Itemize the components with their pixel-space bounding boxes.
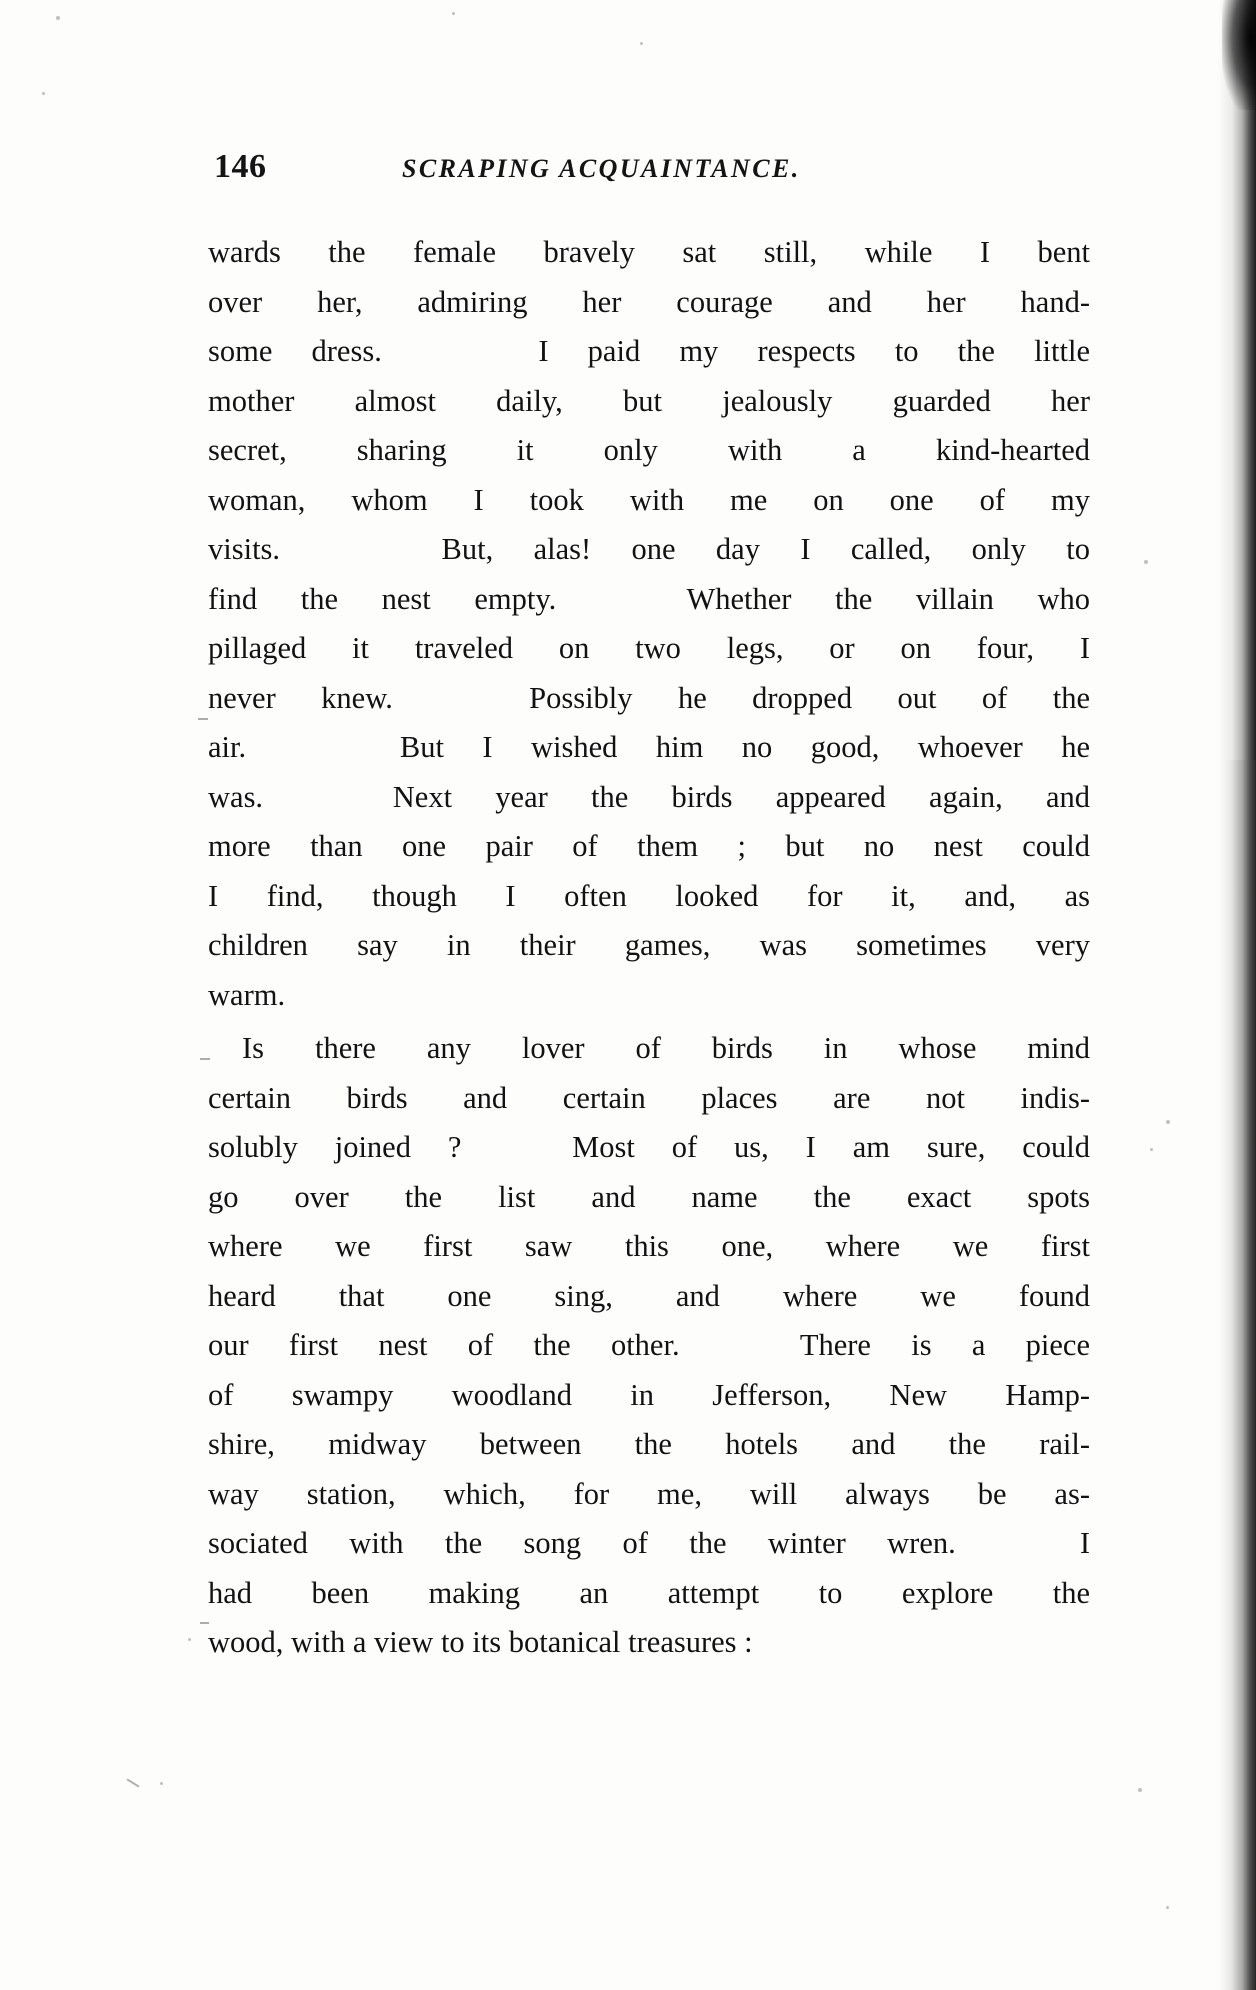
- text-line: sociated with the song of the winter wren. I: [208, 1526, 1090, 1560]
- scan-artifact-blob: [1222, 0, 1256, 110]
- scan-speckle: [640, 42, 643, 45]
- text-line: heard that one sing, and where we found: [208, 1278, 1090, 1313]
- paragraph-2: [208, 1024, 1090, 1668]
- scan-speckle: [1144, 560, 1148, 564]
- text-line: never knew. Possibly he dropped out of the: [208, 680, 1090, 715]
- margin-pencil-mark: [198, 718, 208, 720]
- text-line: mother almost daily, but jealously guarded her: [208, 383, 1090, 418]
- text-line: our first nest of the other. There is a piece: [208, 1328, 1090, 1362]
- scan-speckle: [1166, 1906, 1169, 1909]
- text-line: find the nest empty. Whether the villain who: [208, 581, 1090, 616]
- paragraph-1: [208, 228, 1090, 1020]
- text-line: had been making an attempt to explore the: [208, 1575, 1090, 1610]
- text-line: was. Next year the birds appeared again, and: [208, 779, 1090, 814]
- scan-speckle: [452, 12, 455, 15]
- text-line: pillaged it traveled on two legs, or on four, I: [208, 631, 1090, 665]
- text-line: I find, though I often looked for it, and, as: [208, 878, 1090, 913]
- text-line: Is there any lover of birds in whose mind: [242, 1031, 1090, 1065]
- scan-speckle: [42, 92, 45, 95]
- text-line: wood, with a view to its botanical treasures :: [208, 1625, 753, 1659]
- text-line: way station, which, for me, will always be as-: [208, 1476, 1090, 1511]
- page-number: 146: [214, 148, 267, 185]
- body-text-column: [208, 228, 1090, 1668]
- scan-speckle: [1150, 1148, 1153, 1151]
- text-line: certain birds and certain places are not indis-: [208, 1080, 1090, 1115]
- text-line: some dress. I paid my respects to the little: [208, 334, 1090, 368]
- text-line: air. But I wished him no good, whoever he: [208, 730, 1090, 764]
- scan-speckle: [1166, 1120, 1170, 1124]
- text-line: where we first saw this one, where we first: [208, 1229, 1090, 1263]
- text-line: more than one pair of them ; but no nest could: [208, 829, 1090, 863]
- scan-speckle: [160, 1782, 163, 1785]
- running-head: [0, 148, 1256, 188]
- text-line: solubly joined ? Most of us, I am sure, could: [208, 1130, 1090, 1164]
- page-edge-shadow-lower: [1218, 760, 1256, 1990]
- text-line: wards the female bravely sat still, while I bent: [208, 235, 1090, 269]
- chapter-running-title: SCRAPING ACQUAINTANCE.: [402, 154, 801, 183]
- text-line: children say in their games, was sometimes very: [208, 928, 1090, 962]
- scan-speckle: [1138, 1788, 1142, 1792]
- scan-speckle: [188, 1638, 191, 1641]
- text-line: go over the list and name the exact spots: [208, 1179, 1090, 1214]
- text-line: over her, admiring her courage and her hand-: [208, 284, 1090, 319]
- text-line: warm.: [208, 977, 286, 1012]
- text-line: visits. But, alas! one day I called, only to: [208, 532, 1090, 566]
- text-line: shire, midway between the hotels and the rail-: [208, 1427, 1090, 1461]
- scan-speckle: [56, 16, 60, 20]
- text-line: woman, whom I took with me on one of my: [208, 482, 1090, 517]
- text-line: of swampy woodland in Jefferson, New Hamp-: [208, 1377, 1090, 1412]
- text-line: secret, sharing it only with a kind-hearted: [208, 433, 1090, 467]
- margin-pencil-mark: [127, 1778, 140, 1787]
